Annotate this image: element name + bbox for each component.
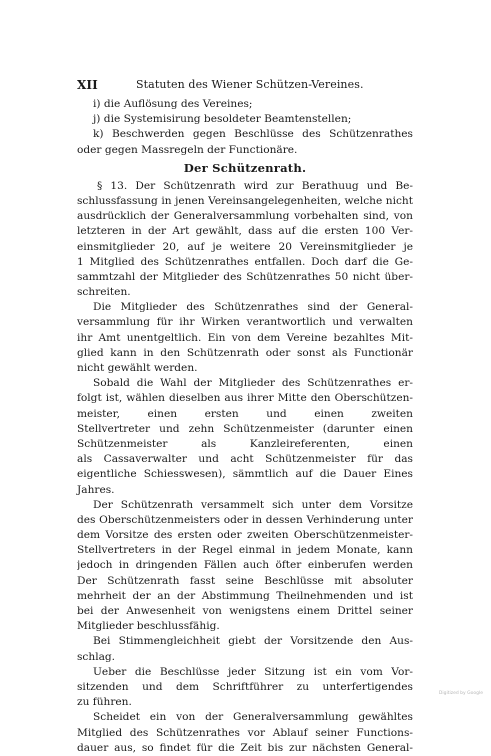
paragraph: [77, 710, 413, 756]
paragraph: [77, 665, 413, 711]
text-line: bei der Anwesenheit von wenigstens einem Drittel seiner: [77, 605, 413, 617]
text-line: sammtzahl der Mitglieder des Schützenrathes 50 nicht über-: [77, 270, 413, 283]
text-line: ihr Amt unentgeltlich. Ein von dem Vereine bezahltes Mit-: [77, 331, 413, 344]
text-line: zu führen.: [77, 696, 132, 709]
text-line: 1 Mitglied des Schützenrathes entfallen. Doch darf die Ge-: [77, 255, 413, 268]
list-block: [77, 97, 413, 158]
text-line: ausdrücklich der Generalversammlung vorbehalten sind, von: [77, 210, 413, 223]
text-line: Mitglieder beschlussfähig.: [77, 620, 220, 633]
text-line: dauer aus, so findet für die Zeit bis zur nächsten General-: [77, 741, 413, 754]
text-line: Jahres.: [77, 483, 115, 496]
text-line: des Oberschützenmeisters oder in dessen Verhinderung unter: [77, 513, 413, 526]
paragraph: [77, 634, 413, 664]
running-title: Statuten des Wiener Schützen-Vereines.: [136, 78, 364, 91]
text-line: als Cassaverwalter und acht Schützenmeister für das: [77, 453, 413, 466]
paragraph: [77, 179, 413, 301]
page-number: XII: [77, 78, 98, 92]
text-line: jedoch in dringenden Fällen auch öfter einberufen werden: [77, 559, 413, 572]
digitization-watermark: Digitized by Google: [438, 691, 483, 696]
text-line: schreiten.: [77, 286, 131, 299]
text-line: Die Mitglieder des Schützenrathes sind der General-: [93, 301, 413, 314]
section-heading: Der Schützenrath.: [183, 160, 307, 175]
text-line: dem Vorsitze des ersten oder zweiten Oberschützenmeister-: [77, 529, 413, 542]
text-line: sitzenden und dem Schriftführer zu unterfertigendes: [77, 680, 413, 693]
text-line: Der Schützenrath fasst seine Beschlüsse mit absoluter: [77, 574, 413, 587]
page-body: [77, 97, 413, 756]
text-line: eigentliche Schiesswesen), sämmtlich auf die Dauer Eines: [77, 468, 413, 481]
text-line: § 13. Der Schützenrath wird zur Berathuug und Be-: [97, 179, 413, 192]
paragraph: [77, 376, 413, 498]
text-line: Ueber die Beschlüsse jeder Sitzung ist ein vom Vor-: [93, 665, 413, 678]
text-line: mehrheit der an der Abstimmung Theilnehmenden und ist: [77, 589, 413, 602]
text-line: nicht gewählt werden.: [77, 362, 198, 374]
text-line: Stellvertreters in der Regel einmal in jedem Monate, kann: [77, 544, 413, 557]
text-line: versammlung für ihr Wirken verantwortlich und verwalten: [77, 316, 413, 329]
paragraph: [77, 498, 413, 635]
list-item: k) Beschwerden gegen Beschlüsse des Schützenrathes: [93, 128, 413, 141]
list-item: j) die Systemisirung besoldeter Beamtenstellen;: [93, 113, 352, 126]
text-line: letzteren in der Art gewählt, dass auf die ersten 100 Ver-: [77, 225, 413, 238]
text-line: einsmitglieder 20, auf je weitere 20 Vereinsmitglieder je: [77, 240, 413, 253]
text-line: glied kann in den Schützenrath oder sonst als Functionär: [77, 346, 413, 359]
text-line: Der Schützenrath versammelt sich unter dem Vorsitze: [93, 498, 413, 511]
text-line: schlag.: [77, 650, 116, 663]
text-line: Schützenmeister als Kanzleireferenten, einen: [77, 437, 413, 450]
list-item: i) die Auflösung des Vereines;: [93, 98, 253, 110]
list-item: oder gegen Massregeln der Functionäre.: [77, 143, 298, 156]
paragraph: [77, 300, 413, 376]
text-line: meister, einen ersten und einen zweiten: [77, 407, 413, 420]
text-line: folgt ist, wählen dieselben aus ihrer Mitte den Oberschützen-: [77, 392, 413, 405]
page-header: [77, 77, 413, 93]
text-line: Stellvertreter und zehn Schützenmeister (darunter einen: [77, 422, 413, 435]
text-line: Scheidet ein von der Generalversammlung gewähltes: [93, 711, 413, 724]
text-line: Mitglied des Schützenrathes vor Ablauf seiner Functions-: [77, 726, 413, 739]
text-line: schlussfassung in jenen Vereinsangelegenheiten, welche nicht: [77, 194, 413, 207]
text-line: Bei Stimmengleichheit giebt der Vorsitzende den Aus-: [93, 635, 413, 648]
text-line: Sobald die Wahl der Mitglieder des Schützenrathes er-: [93, 377, 413, 390]
